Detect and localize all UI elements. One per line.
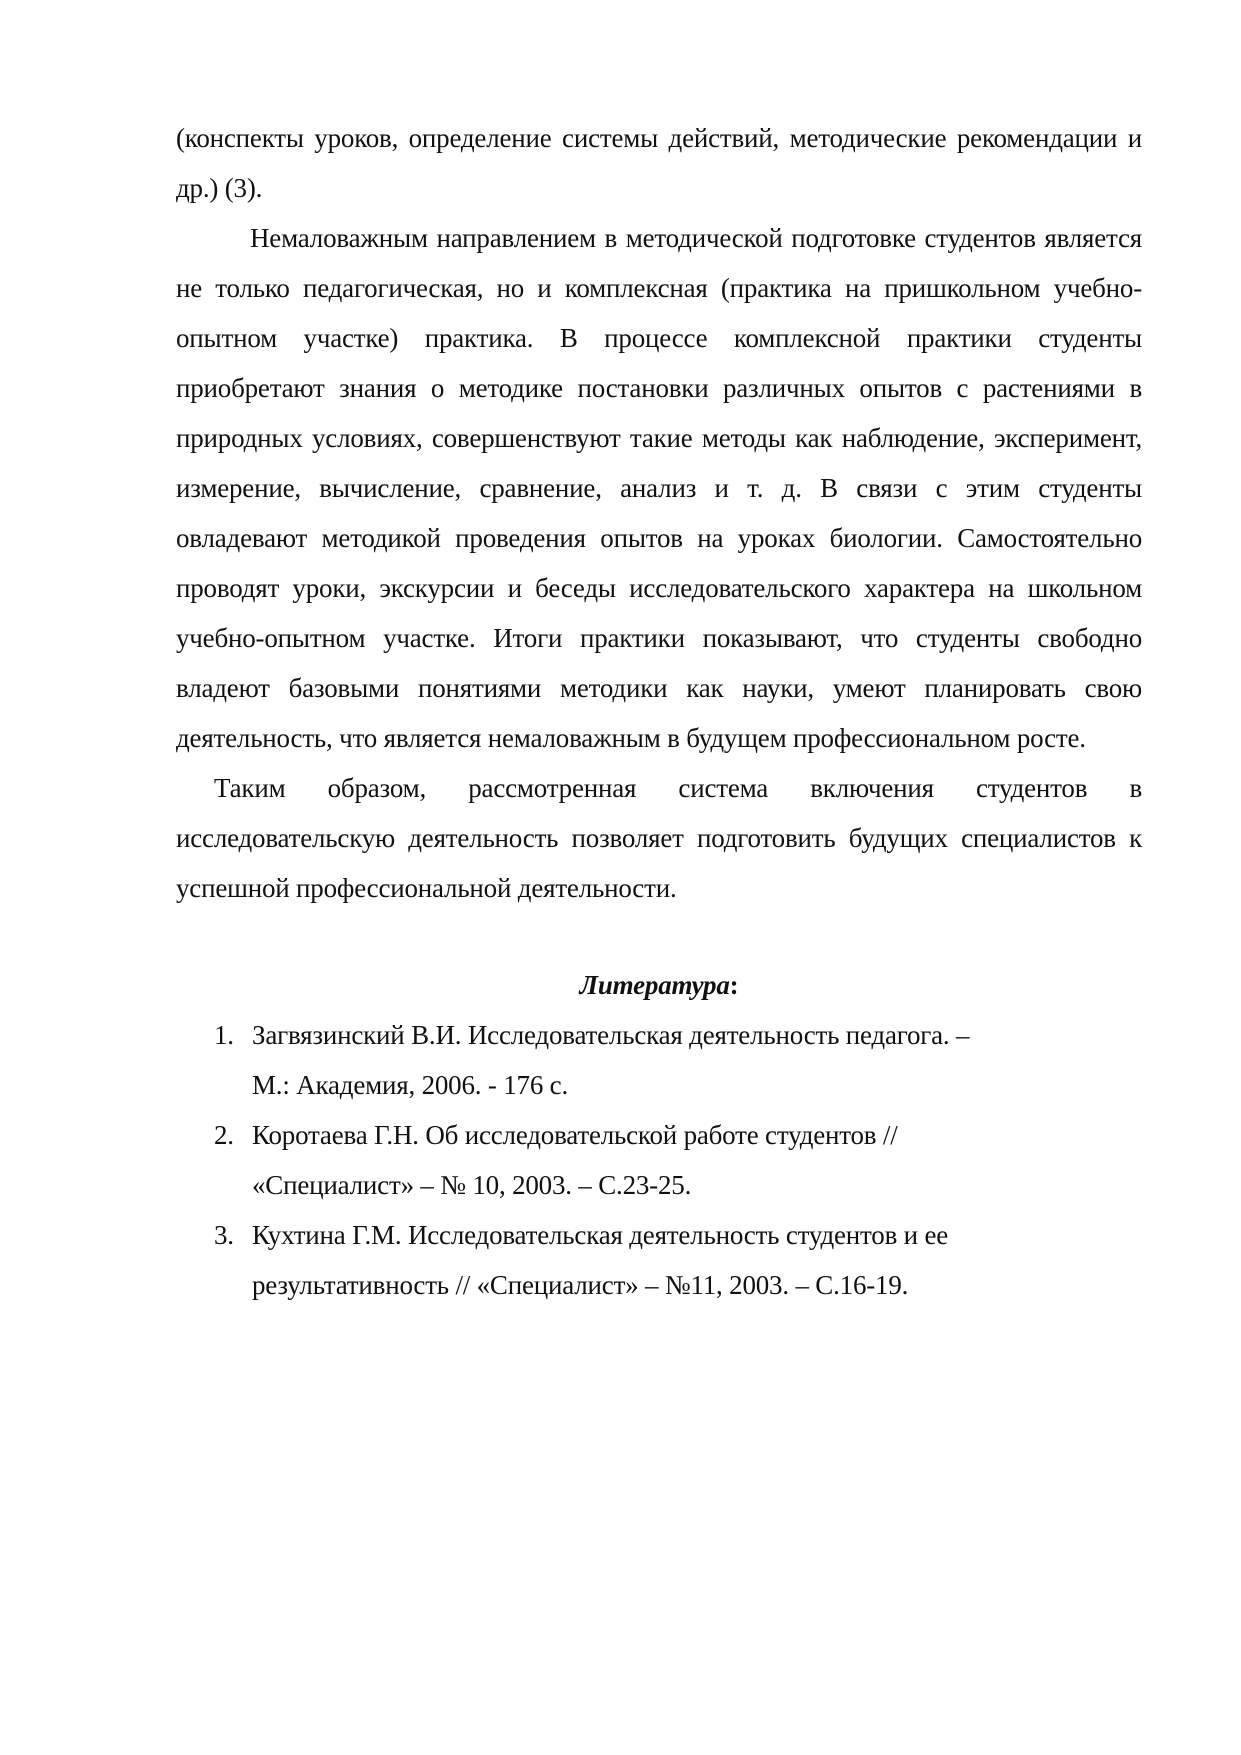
references-list xyxy=(176,1010,1142,1310)
reference-number: 2. xyxy=(214,1120,234,1150)
references-heading-text: Литература xyxy=(579,970,730,1000)
reference-item xyxy=(176,1010,1142,1110)
reference-item xyxy=(176,1210,1142,1310)
reference-item xyxy=(176,1110,1142,1210)
paragraph-conclusion: Таким образом, рассмотренная система включения студентов в исследовательскую деятельность позволяет подготовить будущих специалистов к успешной профессиональной деятельности. xyxy=(176,773,1142,903)
reference-text: Кухтина Г.М. Исследовательская деятельность студентов и ее результативность // «Специалист» – №11, 2003. – С.16-19. xyxy=(252,1220,949,1300)
paragraph-continuation: (конспекты уроков, определение системы действий, методические рекомендации и др.) (3). xyxy=(176,123,1142,203)
references-heading xyxy=(176,960,1142,1010)
document-page xyxy=(176,113,1142,1310)
reference-number: 3. xyxy=(214,1220,234,1250)
reference-text: Загвязинский В.И. Исследовательская деятельность педагога. – М.: Академия, 2006. - 176 с. xyxy=(252,1020,970,1100)
reference-text: Коротаева Г.Н. Об исследовательской работе студентов // «Специалист» – № 10, 2003. – С.23-25. xyxy=(252,1120,898,1200)
reference-number: 1. xyxy=(214,1020,234,1050)
paragraph-methodical-training: Немаловажным направлением в методической подготовке студентов является не только педагогическая, но и комплексная (практика на пришкольном учебно-опытном участке) практика. В процессе комплексной практики студенты приобретают знания о методике постановки различных опытов с растениями в природных условиях, совершенствуют такие методы как наблюдение, эксперимент, измерение, вычисление, сравнение, анализ и т. д. В связи с этим студенты овладевают методикой проведения опытов на уроках биологии. Самостоятельно проводят уроки, экскурсии и беседы исследовательского характера на школьном учебно-опытном участке. Итоги практики показывают, что студенты свободно владеют базовыми понятиями методики как науки, умеют планировать свою деятельность, что является немаловажным в будущем профессиональном росте. xyxy=(176,223,1142,753)
references-heading-colon: : xyxy=(729,970,739,1000)
